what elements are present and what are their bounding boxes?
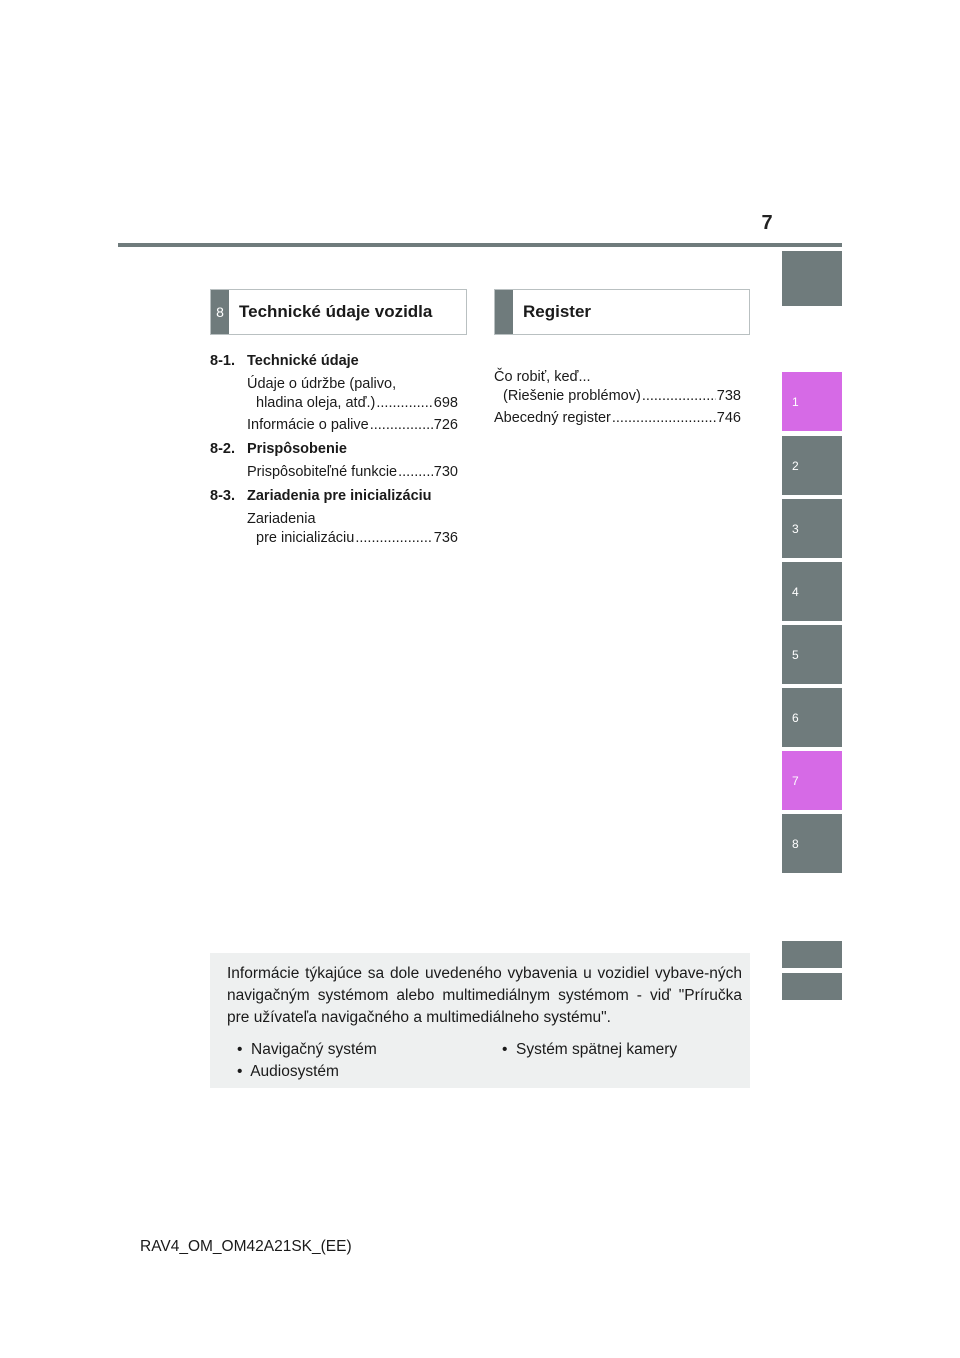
toc-chapter[interactable]: 8-1. Technické údaje [210, 353, 359, 369]
side-tab-4[interactable]: 4 [782, 562, 842, 621]
toc-left [210, 352, 458, 548]
section-marker [495, 290, 513, 334]
side-tab-blank-top[interactable] [782, 251, 842, 306]
side-tab-2[interactable]: 2 [782, 436, 842, 495]
info-text: Informácie týkajúce sa dole uvedeného vybavenia u vozidiel vybave-ných navigačným systémom alebo multimediálnym systémom - viď "Príručka pre užívateľa navigačného a multimediálneho systému". [227, 965, 742, 1026]
section-number: 8 [211, 290, 229, 334]
bullet-item: • Navigačný systém [237, 1041, 377, 1058]
section-title: Technické údaje vozidla [239, 302, 433, 321]
section-title: Register [523, 302, 592, 321]
section-header-technical-data [210, 289, 467, 335]
side-tab-blank-bottom-1[interactable] [782, 941, 842, 968]
bullet-item: • Audiosystém [237, 1063, 339, 1080]
page-number: 7 [761, 212, 773, 234]
side-tab-1[interactable]: 1 [782, 372, 842, 431]
toc-right [494, 368, 741, 428]
side-tab-7[interactable]: 7 [782, 751, 842, 810]
info-bullet-list [227, 1039, 742, 1083]
toc-entry[interactable]: Zariadenia pre inicializáciu ..... 736 [247, 510, 458, 548]
side-tab-6[interactable]: 6 [782, 688, 842, 747]
side-tab-8[interactable]: 8 [782, 814, 842, 873]
side-tab-5[interactable]: 5 [782, 625, 842, 684]
toc-chapter[interactable]: 8-2. Prispôsobenie [210, 441, 347, 457]
side-tab-blank-bottom-2[interactable] [782, 973, 842, 1000]
section-header-register [494, 289, 750, 335]
bullet-item: • Systém spätnej kamery [502, 1041, 678, 1058]
side-tab-3[interactable]: 3 [782, 499, 842, 558]
footer-doc-code: RAV4_OM_OM42A21SK_(EE) [140, 1238, 352, 1255]
toc-entry[interactable]: Abecedný register ..... 746 [494, 409, 741, 428]
toc-entry[interactable]: Údaje o údržbe (palivo, hladina oleja, atď.) ..... 698 [247, 375, 458, 413]
toc-entry[interactable]: Čo robiť, keď... (Riešenie problémov) ..... 738 [494, 368, 741, 406]
header-rule [118, 243, 842, 247]
info-box [210, 953, 750, 1088]
toc-chapter[interactable]: 8-3. Zariadenia pre inicializáciu [210, 488, 432, 504]
toc-entry[interactable]: Informácie o palive ..... 726 [247, 416, 458, 435]
toc-entry[interactable]: Prispôsobiteľné funkcie ..... 730 [247, 463, 458, 482]
